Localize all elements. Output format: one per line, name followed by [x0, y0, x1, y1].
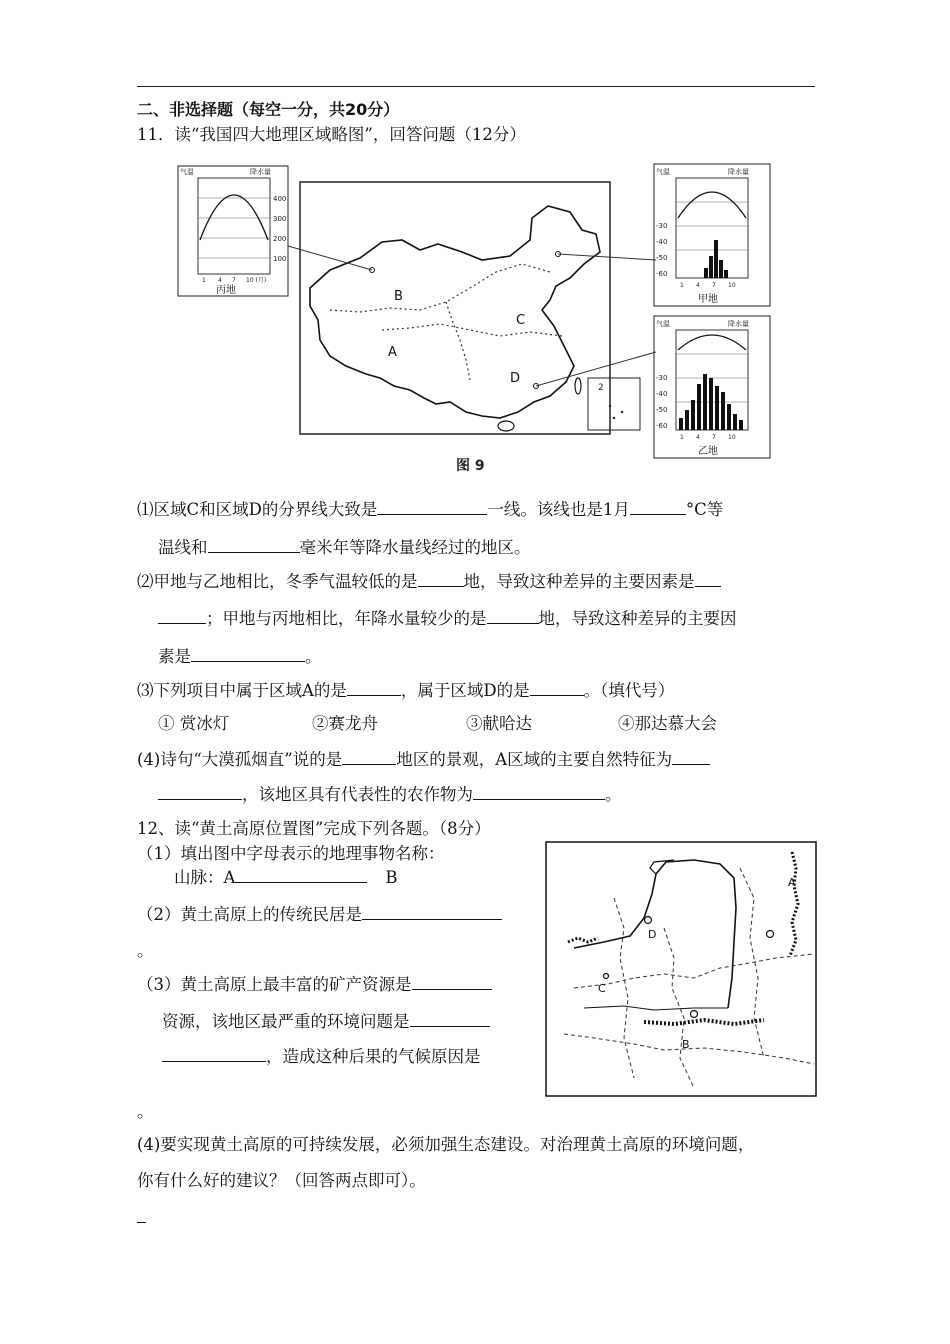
- blank-colder-place[interactable]: [418, 570, 464, 587]
- blank-factor-1a[interactable]: [695, 570, 721, 587]
- q11-option-3: ③献哈达: [466, 714, 532, 733]
- region-label-c: C: [516, 313, 526, 328]
- south-china-sea-inset: [588, 378, 640, 430]
- svg-text:-30: -30: [656, 374, 668, 382]
- inset-label: 2: [598, 383, 604, 393]
- q11-title: 11．读“我国四大地理区域略图”，回答问题（12分）: [137, 125, 526, 144]
- svg-text:10 (月): 10 (月): [246, 277, 267, 284]
- chart-name-bing: 丙地: [216, 285, 236, 296]
- svg-text:降水量: 降水量: [728, 320, 749, 328]
- q12-s3-b: 资源，该地区最严重的环境问题是: [162, 1010, 490, 1033]
- svg-text:100: 100: [273, 255, 287, 263]
- hainan-island: [498, 421, 514, 431]
- q11-p2-line3: 素是 。: [158, 647, 322, 666]
- city-yinchuan: [645, 917, 652, 924]
- divider-north-south: [382, 324, 562, 336]
- blank-boundary[interactable]: [377, 498, 487, 515]
- china-outline: [310, 206, 600, 418]
- svg-text:4: 4: [218, 277, 222, 284]
- province-border-2: [614, 898, 634, 1078]
- blank-crop[interactable]: [473, 783, 605, 800]
- svg-text:-50: -50: [656, 406, 668, 414]
- q12-s2: （2）黄土高原上的传统民居是: [137, 903, 502, 926]
- blank-region-a-item[interactable]: [347, 679, 401, 696]
- map-label-a: A: [788, 876, 796, 889]
- blank-env-problem-b[interactable]: [162, 1045, 266, 1062]
- svg-text:-30: -30: [656, 222, 668, 230]
- figure-caption: 图 9: [456, 458, 485, 474]
- city-xian: [691, 1011, 698, 1018]
- svg-text:300: 300: [273, 215, 287, 223]
- blank-factor-2[interactable]: [191, 645, 305, 662]
- divider-northwest: [330, 264, 550, 312]
- q11-option-1: ① 赏冰灯: [158, 714, 230, 733]
- svg-text:-60: -60: [656, 270, 668, 278]
- svg-text:200: 200: [273, 235, 287, 243]
- mountain-range-a: [790, 852, 798, 956]
- q11-p1-line2: 温线和 毫米年等降水量线经过的地区。: [158, 538, 531, 557]
- blank-region-d-item[interactable]: [530, 679, 584, 696]
- svg-text:气温: 气温: [656, 168, 670, 176]
- chart-name-jia: 甲地: [698, 294, 718, 305]
- svg-text:-40: -40: [656, 238, 668, 246]
- loess-map-frame: [546, 842, 816, 1096]
- svg-text:1: 1: [680, 282, 684, 289]
- q11-p2-line2: ；甲地与丙地相比，年降水量较少的是 地，导致这种差异的主要因: [158, 607, 737, 630]
- q11-p1-line1: ⑴区域C和区域D的分界线大致是 一线。该线也是1月 °C等: [137, 500, 724, 519]
- svg-text:-60: -60: [656, 422, 668, 430]
- divider-qingzang: [446, 302, 470, 380]
- blank-drier-place[interactable]: [487, 607, 539, 624]
- climate-chart-bing: [178, 166, 288, 296]
- province-border-4: [740, 868, 764, 1058]
- top-rule: [137, 86, 815, 87]
- svg-text:7: 7: [232, 277, 236, 284]
- svg-text:气温: 气温: [656, 320, 670, 328]
- taiwan-island: [575, 378, 581, 394]
- region-label-a: A: [388, 345, 397, 360]
- region-label-b: B: [394, 289, 403, 304]
- q12-s2-end: 。: [137, 941, 154, 960]
- climate-chart-jia: [654, 164, 770, 306]
- blank-isohyet[interactable]: [208, 536, 300, 553]
- map-label-b: B: [682, 1038, 690, 1051]
- blank-mountain-a[interactable]: [235, 866, 367, 883]
- q12-s1-row: 山脉：A B: [174, 868, 398, 887]
- q12-s4-line1: (4)要实现黄土高原的可持续发展，必须加强生态建设。对治理黄土高原的环境问题，: [137, 1135, 755, 1154]
- svg-text:1: 1: [680, 434, 684, 441]
- wei-river: [584, 1006, 728, 1010]
- region-label-d: D: [510, 371, 521, 386]
- svg-text:降水量: 降水量: [728, 168, 749, 176]
- q12-s1: （1）填出图中字母表示的地理事物名称：: [137, 844, 445, 863]
- q11-option-2: ②赛龙舟: [312, 714, 378, 733]
- blank-mineral[interactable]: [412, 973, 492, 990]
- blank-desert-region[interactable]: [342, 748, 396, 765]
- city-lanzhou: [604, 974, 609, 979]
- svg-text:-50: -50: [656, 254, 668, 262]
- q12-s4-line2: 你有什么好的建议？（回答两点即可）。: [137, 1171, 426, 1190]
- blank-factor-1b[interactable]: [158, 607, 206, 624]
- blank-feature-b[interactable]: [158, 783, 242, 800]
- q12-s3-end: 。: [137, 1102, 154, 1121]
- svg-text:4: 4: [696, 282, 700, 289]
- q11-option-4: ④那达慕大会: [618, 714, 717, 733]
- climate-chart-yi: [654, 316, 770, 458]
- svg-text:气温: 气温: [180, 168, 194, 176]
- answer-start-mark: [137, 1222, 146, 1223]
- section-heading: 二、非选择题（每空一分，共20分）: [137, 100, 400, 119]
- leader-yi: [536, 352, 656, 386]
- map-label-c: C: [598, 982, 606, 995]
- blank-feature-a[interactable]: [672, 748, 710, 765]
- svg-text:降水量: 降水量: [250, 168, 271, 176]
- q11-p4-line2: ，该地区具有代表性的农作物为 。: [158, 783, 622, 806]
- svg-text:10: 10: [728, 434, 736, 441]
- mountain-range-b: [644, 1020, 764, 1024]
- svg-text:4: 4: [696, 434, 700, 441]
- q11-p3-line1: ⑶下列项目中属于区域A的是 ，属于区域D的是 。（填代号）: [137, 681, 675, 700]
- blank-env-problem-a[interactable]: [410, 1010, 490, 1027]
- chart-name-yi: 乙地: [698, 446, 718, 457]
- svg-text:7: 7: [712, 434, 716, 441]
- leader-jia: [558, 254, 656, 260]
- q11-p2-line1: ⑵甲地与乙地相比，冬季气温较低的是 地，导致这种差异的主要因素是: [137, 570, 721, 593]
- city-taiyuan: [767, 931, 774, 938]
- province-border-1: [574, 954, 814, 988]
- map-frame: [300, 182, 610, 434]
- blank-isotherm[interactable]: [630, 498, 686, 515]
- q11-p4-line1: (4)诗句“大漠孤烟直”说的是 地区的景观，A区域的主要自然特征为: [137, 748, 710, 771]
- map-label-d: D: [648, 928, 657, 941]
- svg-text:1: 1: [202, 277, 206, 284]
- q12-title: 12、读“黄土高原位置图”完成下列各题。（8分）: [137, 819, 491, 838]
- svg-text:400: 400: [273, 195, 287, 203]
- q12-s3-c: ，造成这种后果的气候原因是: [162, 1045, 481, 1068]
- blank-dwelling[interactable]: [362, 903, 502, 920]
- svg-text:10: 10: [728, 282, 736, 289]
- svg-text:7: 7: [712, 282, 716, 289]
- loess-plateau-map: [544, 838, 820, 1100]
- china-regions-figure: [170, 160, 780, 480]
- q12-s3-a: （3）黄土高原上最丰富的矿产资源是: [137, 973, 492, 996]
- svg-text:-40: -40: [656, 390, 668, 398]
